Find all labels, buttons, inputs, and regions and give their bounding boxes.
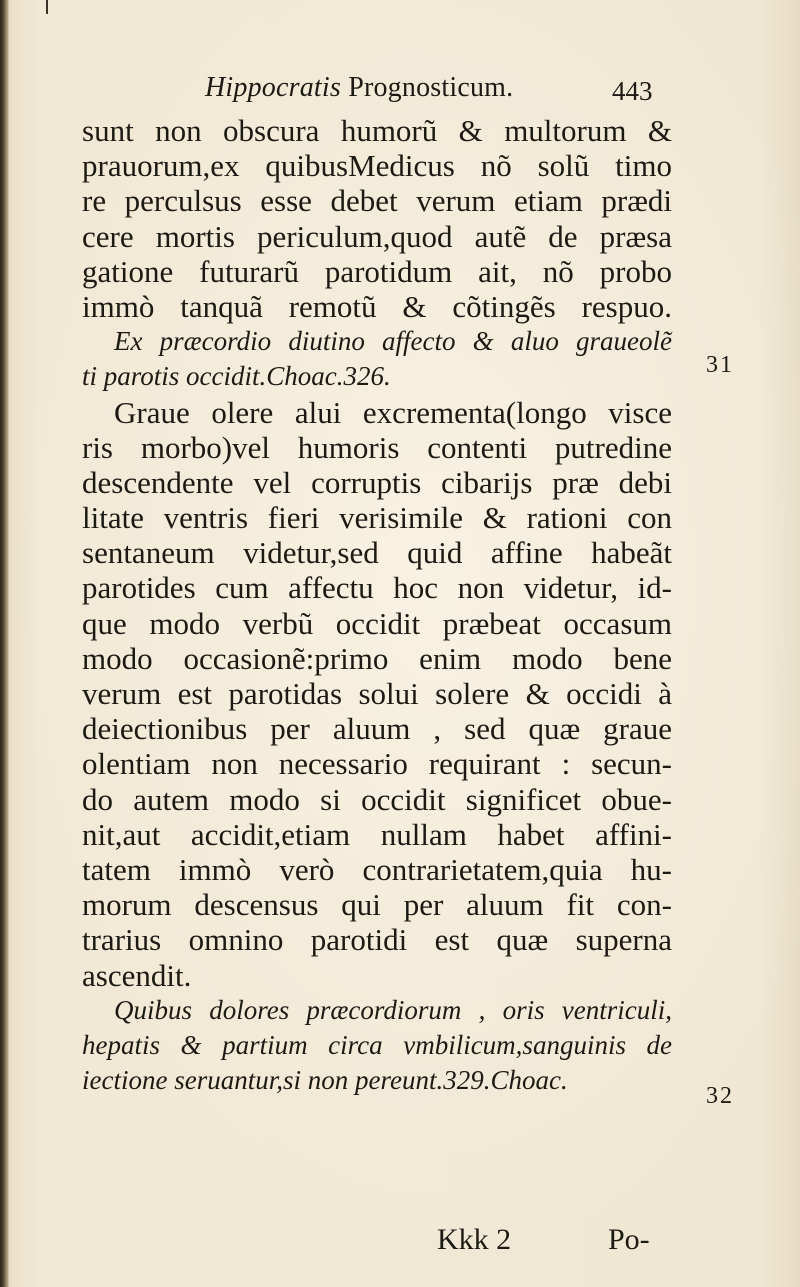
text-line: descendente vel corruptis cibarijs præ debi	[82, 464, 672, 500]
text-line: verum est parotidas solui solere & occidi à	[82, 676, 672, 711]
aphorism-heading-line: hepatis & partium circa vmbilicum,sanguinis de	[82, 1029, 672, 1060]
page-number: 443	[612, 76, 653, 106]
text-line: nit,aut accidit,etiam nullam habet affini-	[82, 816, 672, 852]
text-line: re perculsus esse debet verum etiam prædi	[82, 183, 672, 219]
text-line: sunt non obscura humorũ & multorum &	[82, 113, 672, 148]
page-edge-mark	[46, 0, 48, 14]
text-line: litate ventris fieri verisimile & rationi con	[82, 500, 672, 536]
margin-note-31: 31	[706, 352, 734, 378]
aphorism-heading-line: Quibus dolores præcordiorum , oris ventriculi,	[114, 994, 672, 1025]
text-line: que modo verbũ occidit præbeat occasum	[82, 605, 672, 641]
text-line: tatem immò verò contrarietatem,quia hu-	[82, 851, 672, 887]
text-line: prauorum,ex quibusMedicus nõ solũ timo	[82, 148, 672, 184]
running-head	[205, 72, 513, 104]
text-line: parotides cum affectu hoc non videtur, id-	[82, 570, 672, 606]
text-line: gatione futurarũ parotidum ait, nõ probo	[82, 253, 672, 289]
text-line: deiectionibus per aluum , sed quæ graue	[82, 711, 672, 747]
text-line: ascendit.	[82, 957, 192, 993]
text-line: olentiam non necessario requirant : secun-	[82, 746, 672, 782]
main-text	[82, 113, 672, 1098]
aphorism-heading-line: iectione seruantur,si non pereunt.329.Choac.	[82, 1065, 568, 1096]
text-line: immò tanquã remotũ & cõtingẽs respuo.	[82, 288, 672, 324]
running-head-work: Prognosticum.	[348, 72, 514, 103]
catchword: Po-	[608, 1223, 650, 1256]
text-line: sentaneum videtur,sed quid affine habeãt	[82, 535, 672, 571]
text-line: ris morbo)vel humoris contenti putredine	[82, 429, 672, 465]
aphorism-heading-line: Ex præcordio diutino affecto & aluo graueolẽ	[114, 326, 672, 357]
signature-mark: Kkk 2	[437, 1223, 512, 1256]
text-line: Graue olere alui excrementa(longo visce	[114, 394, 672, 430]
text-line: morum descensus qui per aluum fit con-	[82, 887, 672, 923]
text-line: do autem modo si occidit significet obue-	[82, 781, 672, 817]
running-head-author: Hippocratis	[205, 72, 341, 103]
text-line: cere mortis periculum,quod autẽ de præsa	[82, 218, 672, 254]
aphorism-heading-line: ti parotis occidit.Choac.326.	[82, 361, 391, 392]
binding-gutter	[0, 0, 9, 1287]
margin-note-32: 32	[706, 1083, 734, 1109]
text-line: trarius omnino parotidi est quæ superna	[82, 922, 672, 958]
text-line: modo occasionẽ:primo enim modo bene	[82, 640, 672, 676]
